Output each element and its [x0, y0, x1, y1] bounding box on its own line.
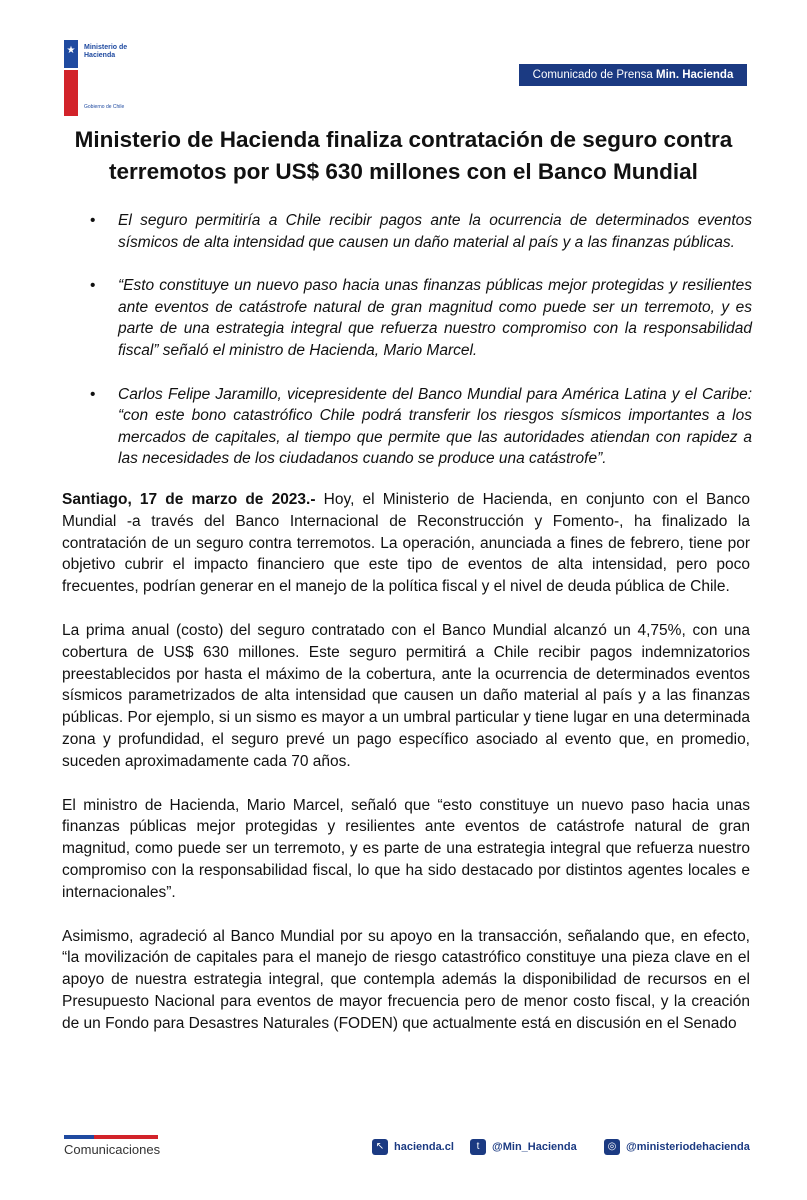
logo-government-label: Gobierno de Chile [84, 104, 125, 110]
headline: Ministerio de Hacienda finaliza contratación de seguro contra terremotos por US$ 630 millones con el Banco Mundial [74, 127, 733, 184]
paragraph: La prima anual (costo) del seguro contratado con el Banco Mundial alcanzó un 4,75%, con una cobertura de US$ 630 millones. Este seguro permitirá a Chile recibir pagos indemnizatorios preestablecidos por hasta el máximo de la cobertura, ante la ocurrencia de determinados eventos sísmicos parametrizados de alta intensidad que causen un daño material al país y a las finanzas públicas. Por ejemplo, si un sismo es mayor a un umbral particular y tiene lugar en una determinada zona y profundidad, el seguro prevé un pago específico asociado al evento que, en promedio, suceden aproximadamente cada 70 años. [62, 621, 750, 770]
paragraph: Santiago, 17 de marzo de 2023.- Hoy, el Ministerio de Hacienda, en conjunto con el Banco Mundial -a través del Banco Internacional de Reconstrucción y Fomento-, ha finalizado la contratación de un seguro contra terremotos. La operación, anunciada a fines de febrero, tiene por objetivo cubrir el impacto financiero que este tipo de eventos de alta intensidad, pero poco frecuentes, podrían generar en el manejo de la política fiscal y el nivel de deuda pública de Chile. [62, 491, 751, 596]
paragraph: Asimismo, agradeció al Banco Mundial por su apoyo en la transacción, señalando que, en efecto, “la movilización de capitales para el manejo de riesgo catastrófico constituye una pieza clave en el apoyo de nuestra estrategia integral, que contempla además la disponibilidad de recursos en el Presupuesto Nacional para eventos de mayor frecuencia pero de menor costo fiscal, y la creación de un Fondo para Desastres Naturales (FODEN) que actualmente está en discusión en el Senado [62, 927, 750, 1032]
twitter-icon: t [470, 1139, 486, 1155]
twitter-link[interactable]: t @Min_Hacienda [470, 1138, 577, 1156]
bullet-item: • Carlos Felipe Jaramillo, vicepresidente del Banco Mundial para América Latina y el Caribe: “con este bono catastrófico Chile podrá transferir los riesgos sísmicos importantes a los mercados de capitales, al tiempo que permite que las autoridades atiendan con rapidez a las necesidades de los ciudadanos cuando se produce una catástrofe”. [90, 385, 752, 468]
press-release-tag: Comunicado de Prensa Min. Hacienda [519, 64, 747, 86]
bullet-item: • El seguro permitiría a Chile recibir pagos ante la ocurrencia de determinados eventos sísmicos de alta intensidad que causen un daño material al país y a las finanzas públicas. [90, 212, 752, 251]
footer-label: Comunicaciones [64, 1142, 161, 1157]
bullet-icon: • [90, 385, 96, 403]
dateline: Santiago, 17 de marzo de 2023.- [62, 491, 316, 508]
footer-color-bar [64, 1135, 158, 1139]
paragraph: El ministro de Hacienda, Mario Marcel, señaló que “esto constituye un nuevo paso hacia unas finanzas públicas mejor protegidas y resilientes ante eventos de catástrofe natural de gran magnitud, como puede ser un terremoto, y es parte de una estrategia integral que refuerza nuestro compromiso con la responsabilidad fiscal, lo que ha sido destacado por distintos agentes locales e internacionales”. [62, 796, 750, 901]
website-link[interactable]: ↖ hacienda.cl [372, 1138, 454, 1156]
instagram-icon: ◎ [604, 1139, 620, 1155]
ministry-logo [64, 40, 154, 116]
article-body [62, 489, 750, 1057]
cursor-icon: ↖ [372, 1139, 388, 1155]
bullet-icon: • [90, 277, 96, 295]
bullet-icon: • [90, 212, 96, 229]
chile-flag-icon: ★ [64, 40, 78, 116]
bullet-item: • “Esto constituye un nuevo paso hacia unas finanzas públicas mejor protegidas y resilientes ante eventos de catástrofe natural de gran magnitud como puede ser un terremoto, y es parte de una estrategia integral que refuerza nuestro compromiso con la responsabilidad fiscal” señaló el ministro de Hacienda, Mario Marcel. [90, 277, 752, 359]
logo-name: Ministerio de Hacienda [84, 44, 128, 59]
instagram-link[interactable]: ◎ @ministeriodehacienda [604, 1138, 750, 1156]
summary-bullets [90, 210, 752, 492]
